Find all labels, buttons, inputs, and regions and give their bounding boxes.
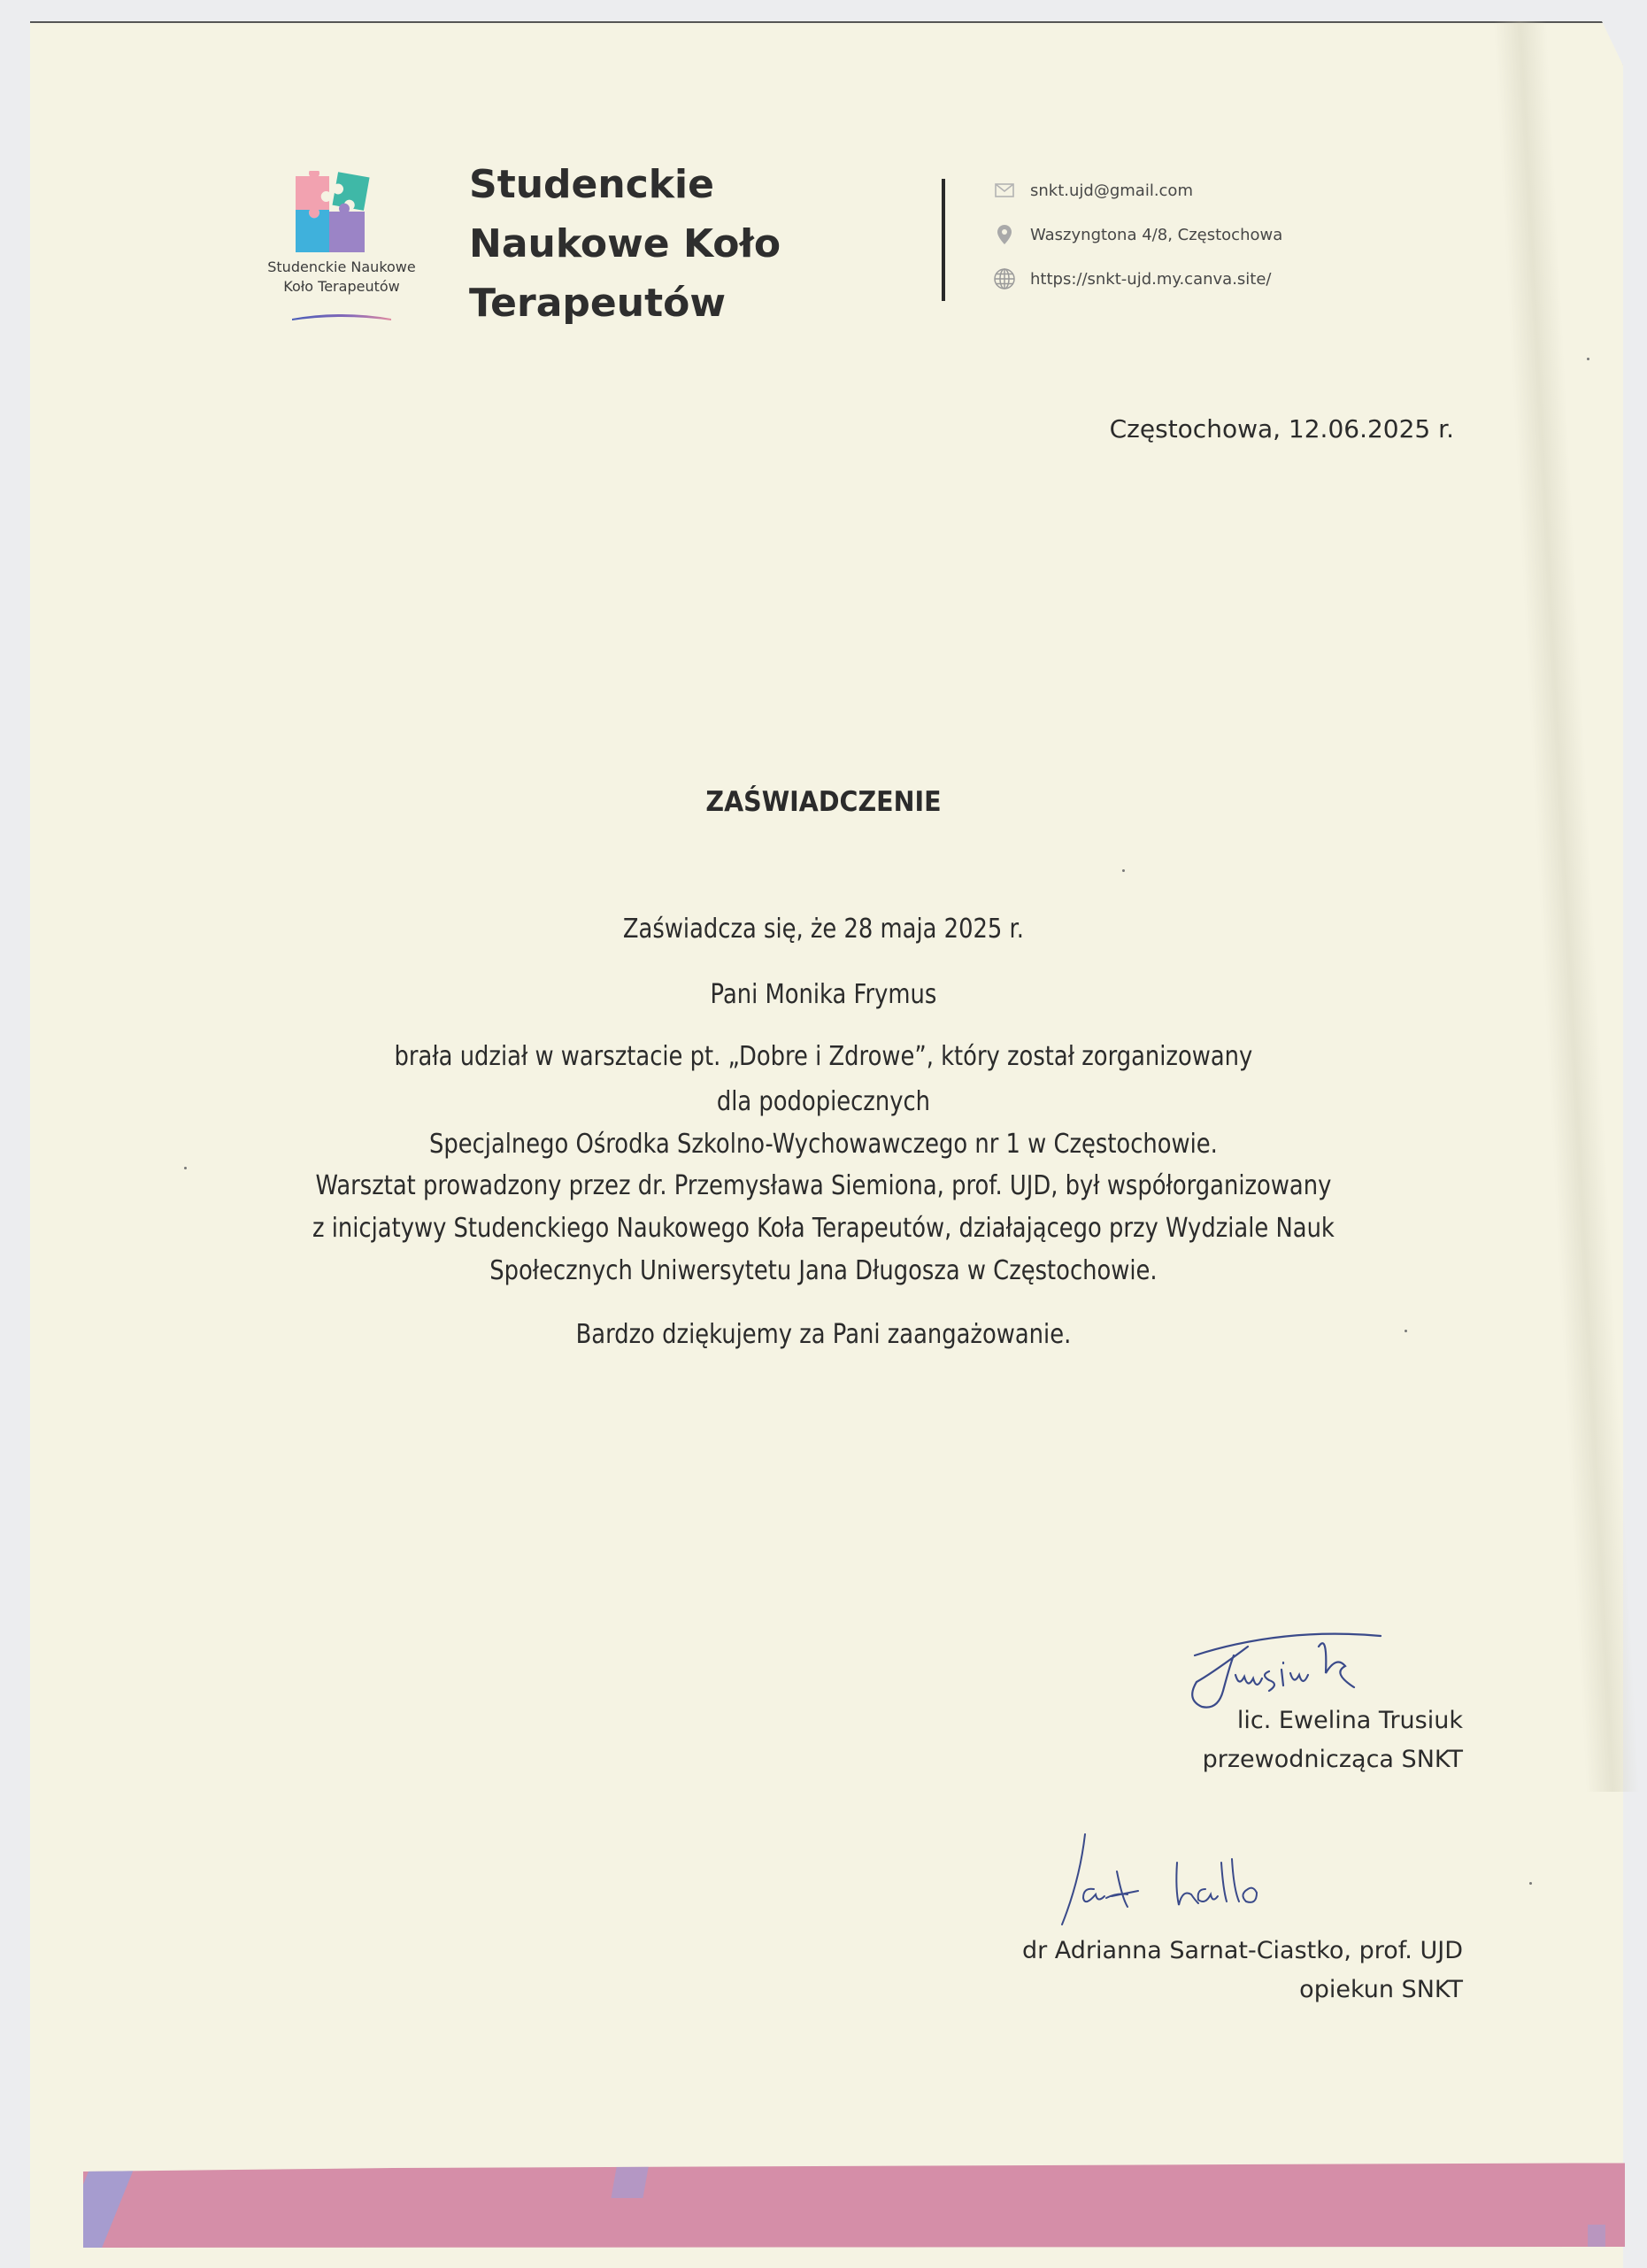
org-name-line: Terapeutów — [469, 281, 726, 326]
address-text: Waszyngtona 4/8, Częstochowa — [1030, 225, 1283, 244]
mail-icon — [991, 177, 1018, 204]
scan-speck — [1529, 1882, 1532, 1885]
body-line: brała udział w warsztacie pt. „Dobre i Zdrowe”, który został zorganizowany — [394, 1041, 1253, 1072]
scan-speck — [184, 1167, 187, 1169]
body-line: z inicjatywy Studenckiego Naukowego Koła Terapeutów, działającego przy Wydziale Nauk — [312, 1213, 1335, 1244]
signatory-name: dr Adrianna Sarnat-Ciastko, prof. UJD — [1021, 1937, 1463, 1964]
puzzle-logo-icon — [292, 171, 373, 252]
footer-decorative-bar — [83, 2163, 1625, 2248]
contact-email — [991, 168, 1282, 212]
document-date: Częstochowa, 12.06.2025 r. — [1109, 414, 1454, 444]
header-divider — [942, 179, 945, 301]
logo — [253, 164, 430, 323]
email-link[interactable]: snkt.ujd@gmail.com — [1030, 181, 1193, 200]
signatory-role: opiekun SNKT — [1299, 1976, 1463, 2003]
scan-speck — [1405, 1330, 1407, 1332]
document-title: ZAŚWIADCZENIE — [705, 786, 942, 818]
footer-accent-stripe — [1588, 2225, 1605, 2248]
body-line: Społecznych Uniwersytetu Jana Długosza w Częstochowie. — [489, 1255, 1158, 1286]
signatory-role: przewodnicząca SNKT — [1202, 1746, 1463, 1773]
organization-name — [469, 155, 841, 333]
org-name-line: Naukowe Koło — [469, 221, 781, 266]
location-pin-icon — [991, 221, 1018, 248]
logo-caption-line: Koło Terapeutów — [283, 278, 400, 295]
footer-accent-stripe — [83, 2163, 136, 2248]
logo-swoosh — [290, 311, 393, 321]
body-line: Zaświadcza się, że 28 maja 2025 r. — [622, 914, 1024, 945]
signatory-block — [1203, 1701, 1463, 1779]
signature-sarnat-ciastko — [1058, 1827, 1377, 1933]
scan-speck — [1122, 869, 1125, 872]
contact-website — [991, 257, 1282, 301]
body-line: Specjalnego Ośrodka Szkolno-Wychowawczego nr 1 w Częstochowie. — [428, 1129, 1218, 1160]
website-link[interactable]: https://snkt-ujd.my.canva.site/ — [1030, 269, 1272, 289]
body-line: Warsztat prowadzony przez dr. Przemysława Siemiona, prof. UJD, był współorganizowany — [315, 1170, 1332, 1201]
contact-address — [991, 212, 1282, 257]
logo-caption-line: Studenckie Naukowe — [267, 258, 416, 275]
recipient-name: Pani Monika Frymus — [710, 979, 937, 1010]
scan-speck — [1587, 358, 1589, 360]
footer-accent-stripe — [611, 2163, 649, 2198]
signatory-name: lic. Ewelina Trusiuk — [1236, 1707, 1463, 1734]
logo-caption — [253, 258, 430, 297]
org-name-line: Studenckie — [469, 162, 714, 207]
body-line: dla podopiecznych — [716, 1086, 931, 1117]
globe-icon — [991, 266, 1018, 292]
thanks-line: Bardzo dziękujemy za Pani zaangażowanie. — [575, 1319, 1072, 1350]
signatory-block — [1022, 1932, 1463, 2010]
contact-list — [991, 168, 1282, 301]
